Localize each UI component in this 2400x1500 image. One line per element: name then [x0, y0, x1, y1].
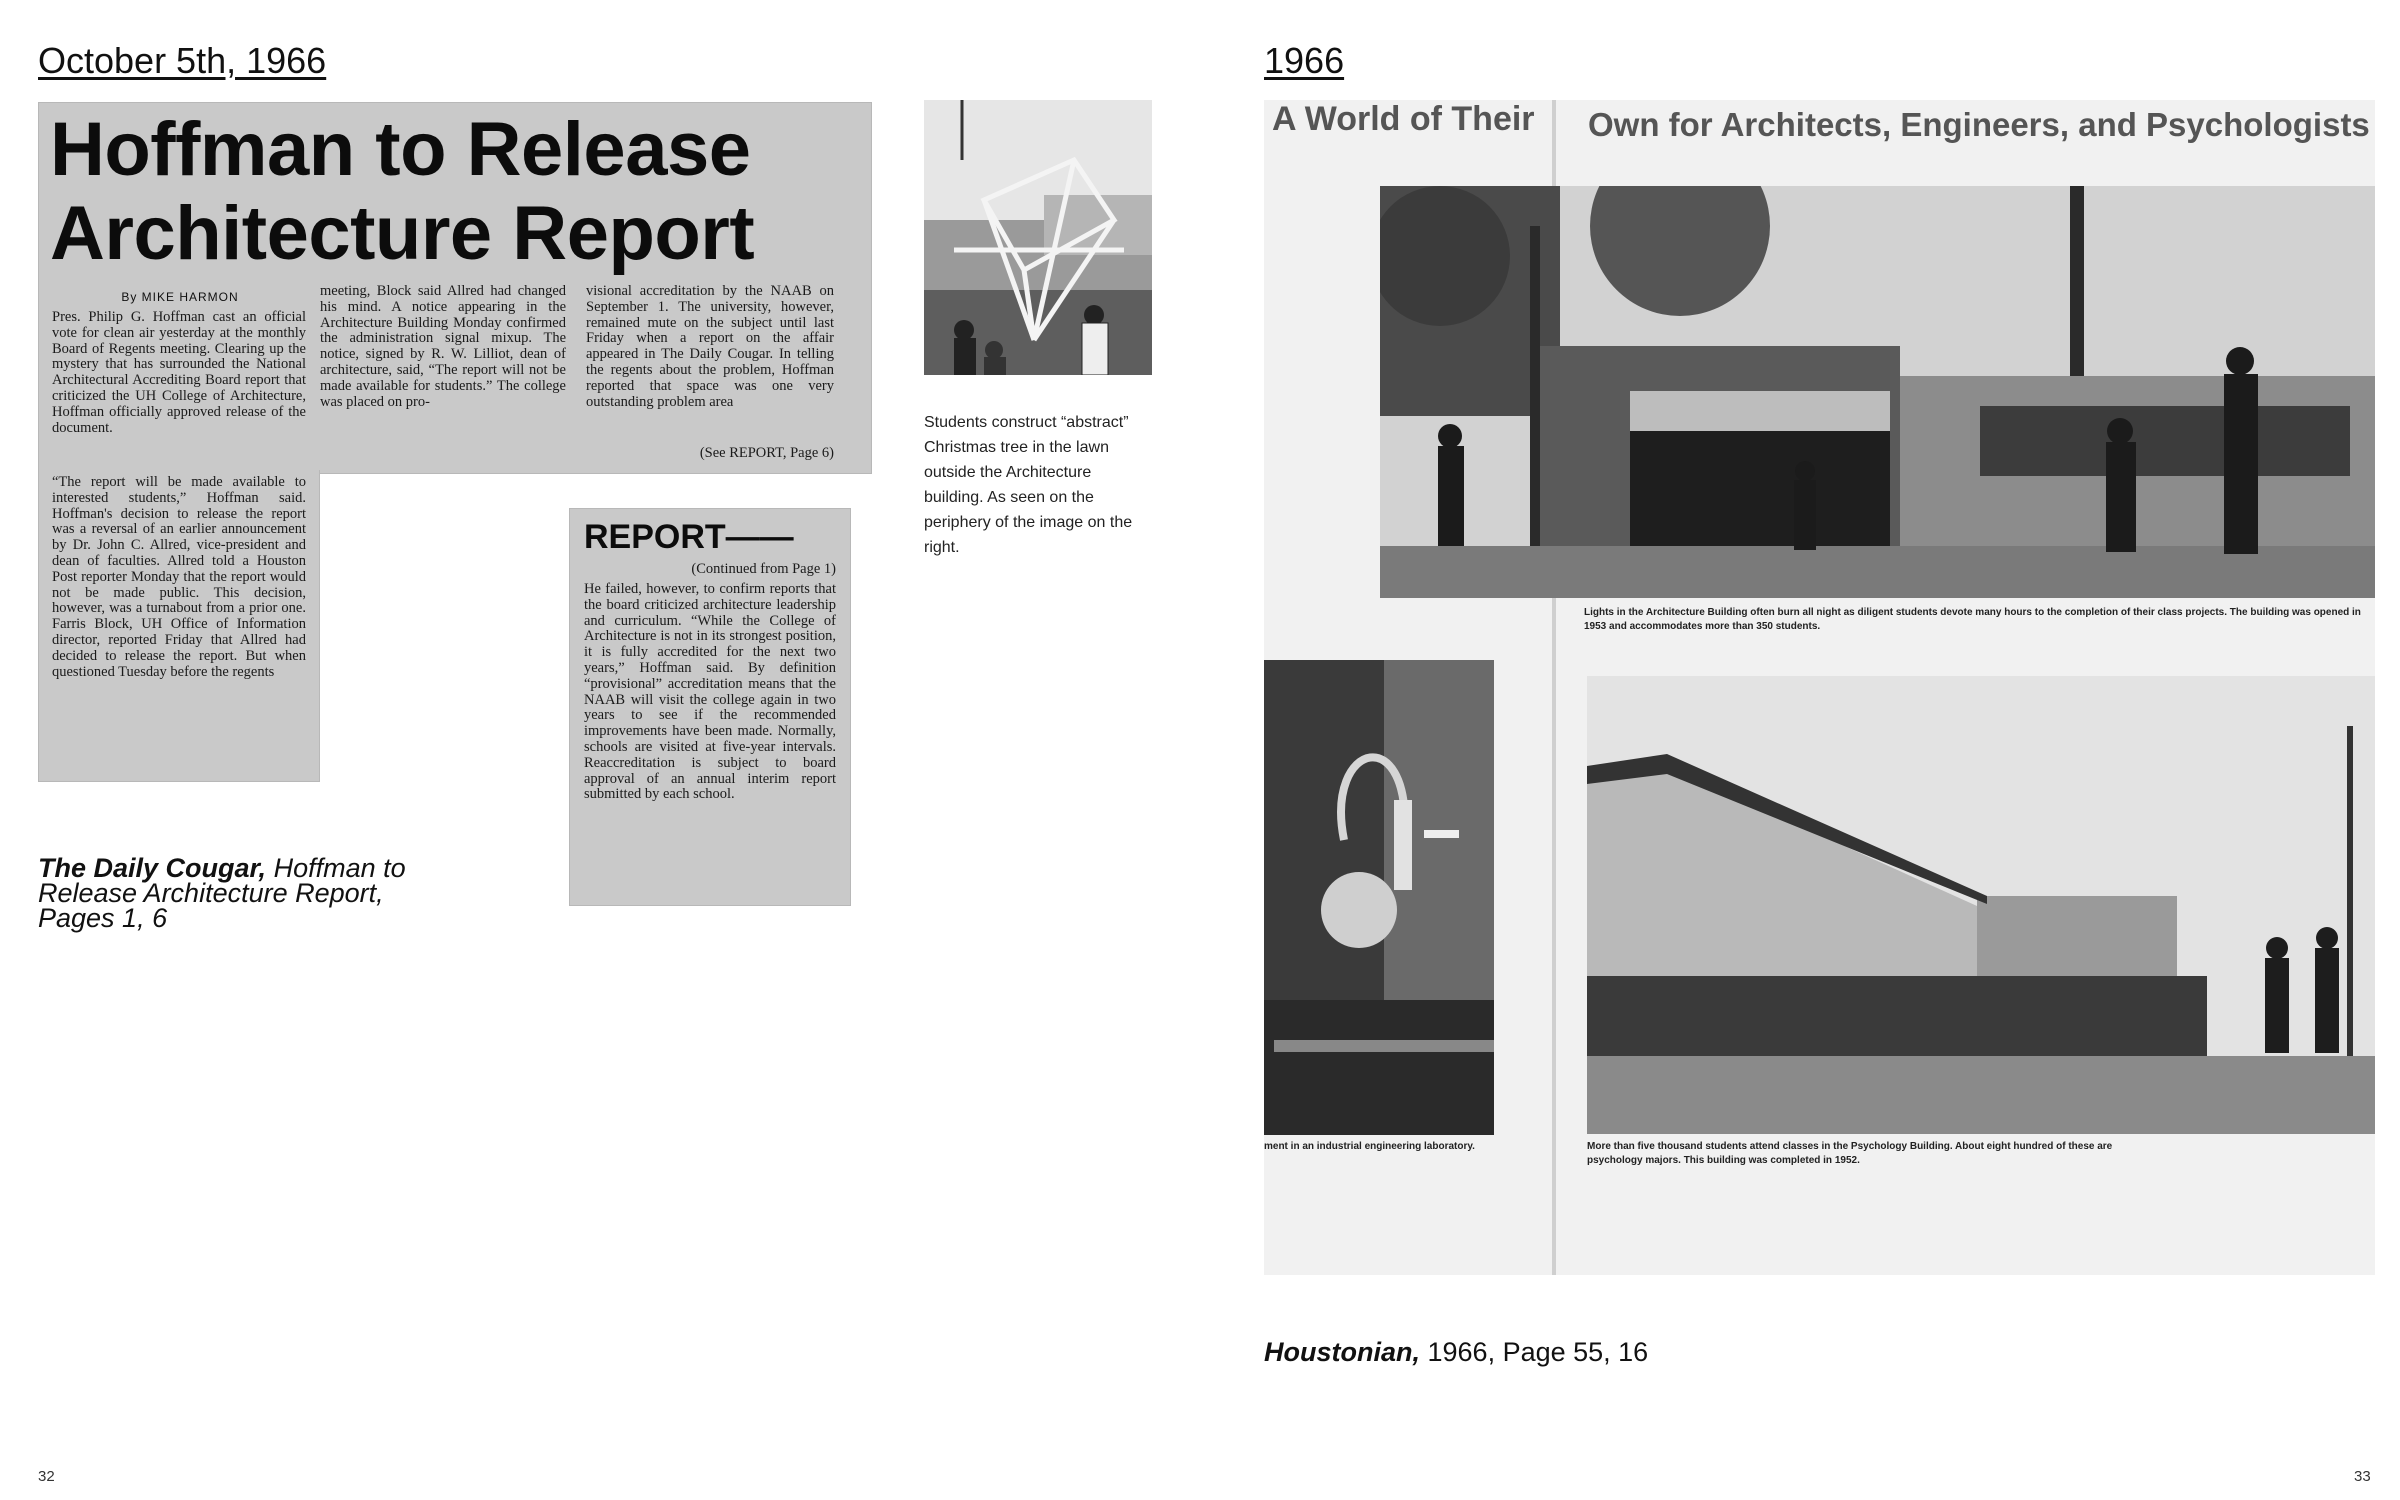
psychology-building-photo [1587, 676, 2375, 1134]
clipping-headline-line1: Hoffman to Release [50, 107, 751, 192]
continued-body: He failed, however, to confirm reports that the board criticized architecture leadership and curriculum. “While the College of Architecture is not in its strongest position, it is fully accredited for the next two years,” Hoffman said. By definition “provisional” accreditation means that the NAAB will visit the college again in two years to see if the recommended improvements have been made. Normally, schools are visited at five-year intervals. Reaccreditation is subject to board approval of an annual interim report submitted by each school. [584, 582, 836, 803]
clipping-column-3: visional accreditation by the NAAB on September 1. The university, however, remained mute on the subject until last Friday when a report on the affair appeared in The Daily Cougar. In telling the regents about the problem, Hoffman reported that space was one very outstanding problem area [586, 284, 834, 410]
continued-from-label: (Continued from Page 1) [691, 561, 836, 577]
right-citation-detail: 1966, Page 55, 16 [1420, 1337, 1649, 1367]
yearbook-header-right: Own for Architects, Engineers, and Psychologists [1588, 106, 2370, 143]
architecture-building-photo [1380, 186, 2375, 598]
clipping-column-1-top: Pres. Philip G. Hoffman cast an official vote for clean air yesterday at the monthly Board of Regents meeting. Clearing up the mystery that has surrounded the National Architectural Accrediting Board report that criticized the UH College of Architecture, Hoffman officially approved release of the document. [52, 310, 306, 436]
architecture-building-illustration [1380, 186, 2375, 598]
left-page-number: 32 [38, 1468, 55, 1485]
engineering-lab-illustration [1264, 660, 1494, 1135]
clipping-headline [50, 108, 860, 276]
left-citation-detail: Hoffman to Release Architecture Report, Pages 1, 6 [38, 853, 406, 933]
clipping-byline: By MIKE HARMON [121, 290, 239, 304]
engineering-lab-photo [1264, 660, 1494, 1135]
psychology-photo-caption: More than five thousand students attend classes in the Psychology Building. About eight hundred of these are psychology majors. This building was completed in 1952. [1587, 1141, 2113, 1166]
right-citation [1264, 1337, 1664, 1367]
yearbook-header-left: A World of Their [1272, 100, 1535, 138]
christmas-tree-photo [924, 100, 1152, 375]
christmas-tree-caption: Students construct “abstract” Christmas tree in the lawn outside the Architecture building. As seen on the periphery of the image on the right. [924, 414, 1133, 556]
architecture-photo-caption: Lights in the Architecture Building often burn all night as diligent students devote many hours to the completion of their class projects. The building was opened in 1953 and accommodates more than 350 students. [1584, 607, 2361, 632]
left-citation [38, 853, 438, 933]
engineering-photo-caption: ment in an industrial engineering laboratory. [1264, 1141, 1475, 1152]
left-citation-source: The Daily Cougar, [38, 853, 267, 883]
clipping-column-2: meeting, Block said Allred had changed his mind. A notice appearing in the Architecture Building Monday confirmed the administration signal mixup. The notice, signed by R. W. Lilliot, dean of architecture, said, “The report will not be made available for students.” The college was placed on pro- [320, 284, 566, 410]
right-citation-source: Houstonian, [1264, 1337, 1420, 1367]
right-page-number: 33 [2354, 1468, 2371, 1485]
clipping-see-reference: (See REPORT, Page 6) [699, 445, 834, 461]
psychology-building-illustration [1587, 676, 2375, 1134]
left-date-heading: October 5th, 1966 [38, 40, 327, 81]
continued-headline: REPORT—— [584, 518, 794, 556]
clipping-column-1-bottom: “The report will be made available to interested students,” Hoffman said. Hoffman's decision to release the report was a reversal of an earlier announcement by Dr. John C. Allred, vice-president and dean of faculties. Allred told a Houston Post reporter Monday that the report would not be made public. This decision, however, was a turnabout from a prior one. Farris Block, UH Office of Information director, reported Friday that Allred had decided to release the report. But when questioned Tuesday before the regents [52, 475, 306, 680]
clipping-headline-line2: Architecture Report [50, 191, 755, 276]
christmas-tree-illustration [924, 100, 1152, 375]
right-date-heading: 1966 [1264, 40, 1345, 81]
yearbook-spread [1264, 100, 2375, 1275]
